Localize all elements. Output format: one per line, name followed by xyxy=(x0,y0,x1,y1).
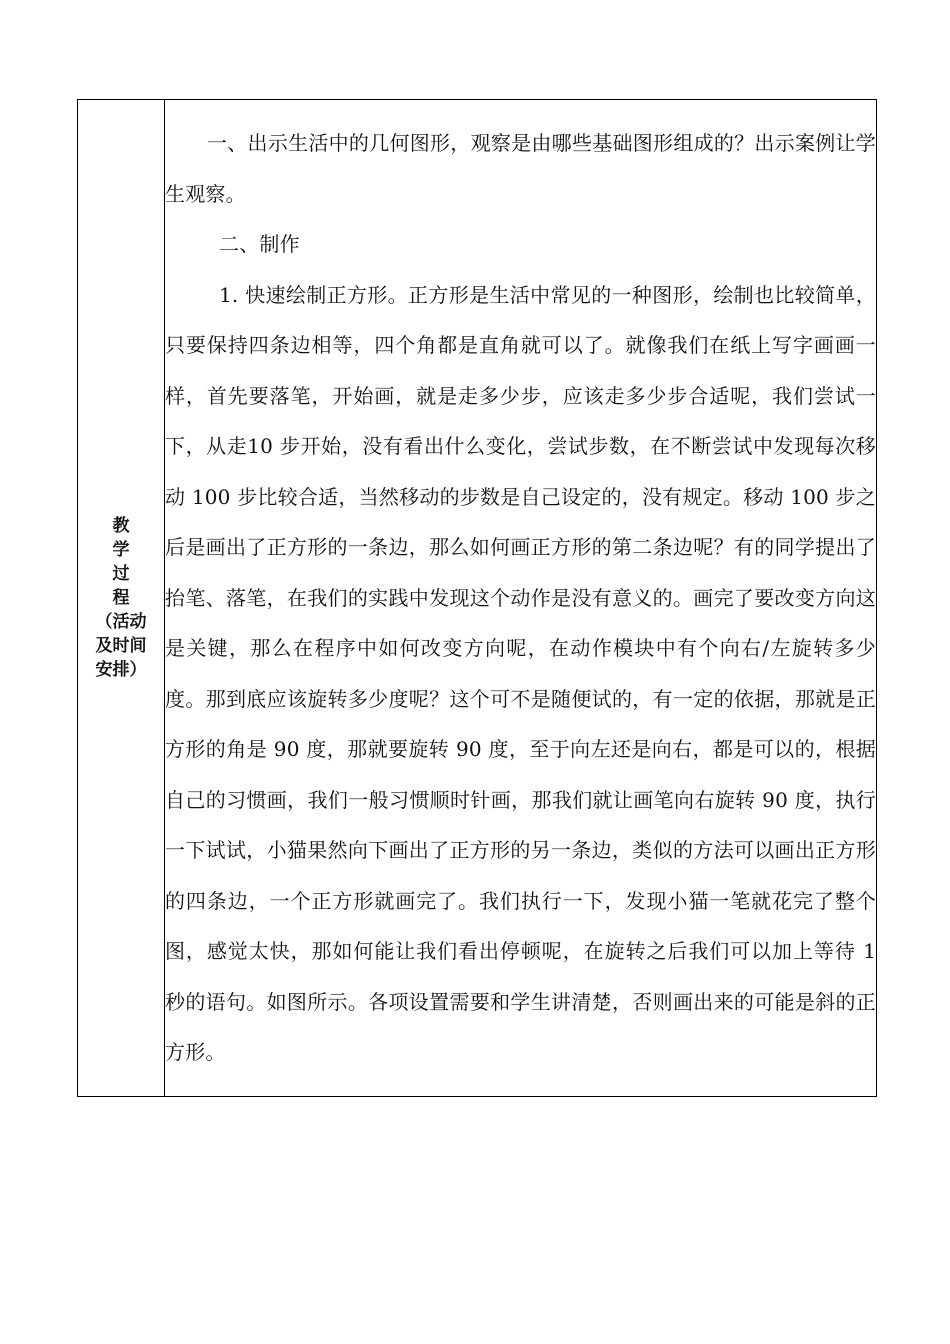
teaching-process-content xyxy=(165,118,876,1078)
row-label-line: 及时间 xyxy=(95,636,147,656)
paragraph-section-heading: 二、制作 xyxy=(219,232,300,257)
row-label-line: 过 xyxy=(112,564,130,584)
paragraph-square-drawing: 1. 快速绘制正方形。正方形是生活中常见的一种图形，绘制也比较简单，只要保持四条边相等，四个角都是直角就可以了。就像我们在纸上写字画画一样，首先要落笔，开始画，就是走多少步，应该走多少步合适呢，我们尝试一下，从走10 步开始，没有看出什么变化，尝试步数，在不断尝试中发现每次移动 100 步比较合适，当然移动的步数是自己设定的，没有规定。移动 100 步之后是画出了正方形的一条边，那么如何画正方形的第二条边呢？有的同学提出了抬笔、落笔，在我们的实践中发现这个动作是没有意义的。画完了要改变方向这是关键，那么在程序中如何改变方向呢，在动作模块中有个向右/左旋转多少度。那到底应该旋转多少度呢？这个可不是随便试的，有一定的依据，那就是正方形的角是 90 度，那就要旋转 90 度，至于向左还是向右，都是可以的，根据自己的习惯画，我们一般习惯顺时针画，那我们就让画笔向右旋转 90 度，执行一下试试，小猫果然向下画出了正方形的另一条边，类似的方法可以画出正方形的四条边，一个正方形就画完了。我们执行一下，发现小猫一笔就花完了整个图，感觉太快，那如何能让我们看出停顿呢，在旋转之后我们可以加上等待 1 秒的语句。如图所示。各项设置需要和学生讲清楚，否则画出来的可能是斜的正方形。 xyxy=(165,282,876,1065)
row-label xyxy=(78,514,164,682)
paragraph-intro: 一、出示生活中的几何图形，观察是由哪些基础图形组成的？出示案例让学生观察。 xyxy=(165,131,876,206)
table-row xyxy=(78,100,877,1097)
row-label-cell xyxy=(78,100,165,1097)
row-label-line: 安排） xyxy=(95,660,147,680)
lesson-plan-table xyxy=(77,99,877,1097)
row-label-line: 程 xyxy=(112,588,130,608)
row-label-line: （活动 xyxy=(95,612,147,632)
row-label-line: 学 xyxy=(112,540,130,560)
row-label-line: 教 xyxy=(112,516,130,536)
row-content-cell xyxy=(165,100,877,1097)
